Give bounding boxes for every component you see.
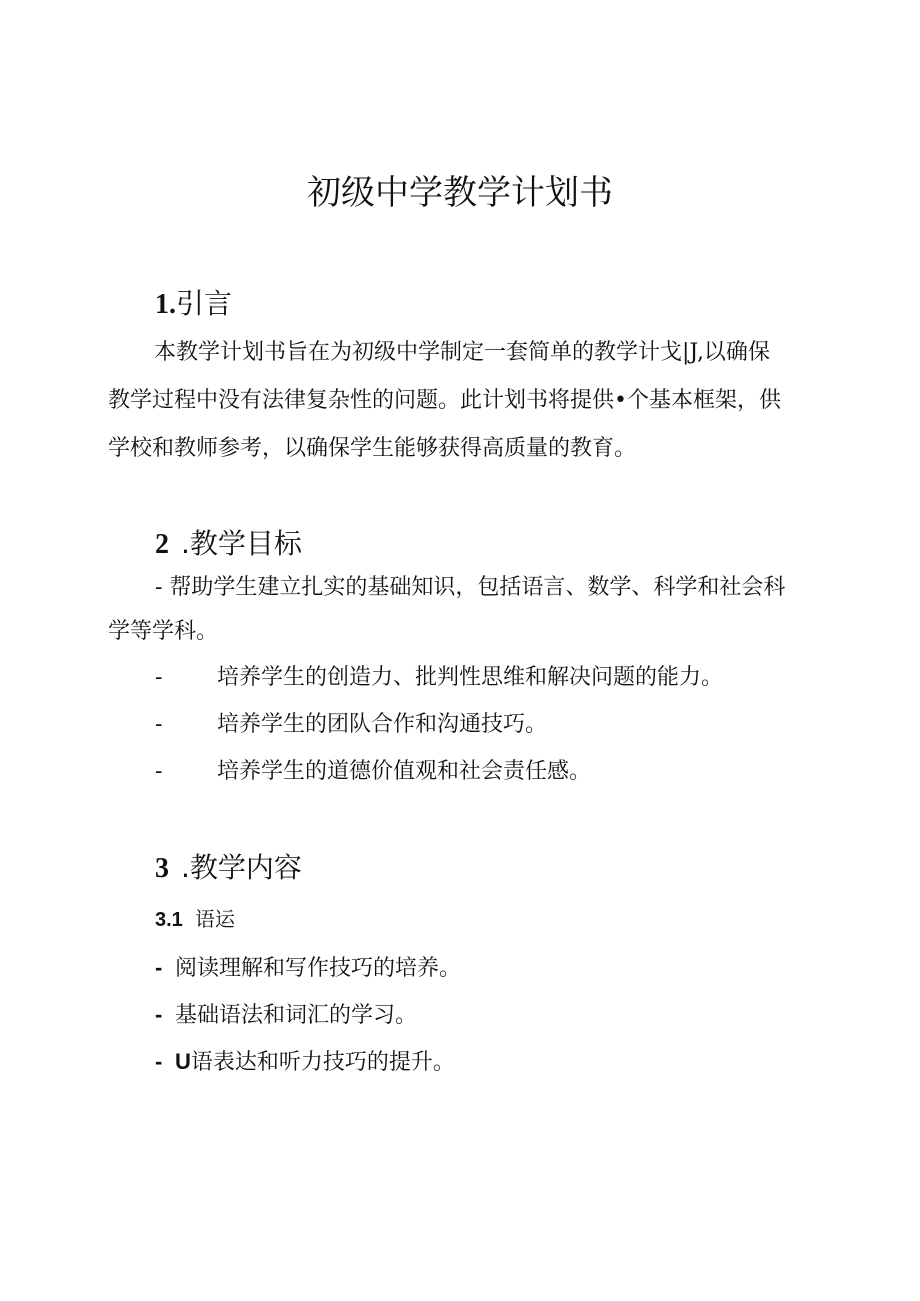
- section-1-title: 引言: [176, 287, 233, 320]
- section-2-title: .教学目标: [181, 527, 302, 560]
- section-2-item-1-line-2: 学等学科。: [108, 619, 219, 644]
- list-item-prefix: U: [175, 1049, 191, 1074]
- list-dash: -: [155, 1049, 163, 1074]
- list-item: [155, 754, 591, 790]
- list-item-text: 基础语法和词汇的学习。: [175, 1003, 418, 1028]
- list-dash: -: [155, 665, 163, 690]
- list-item: [155, 660, 723, 696]
- document-title: 初级中学教学计划书: [307, 173, 613, 213]
- list-dash: -: [155, 712, 163, 737]
- list-dash: -: [155, 955, 163, 980]
- section-2-item-1-line-1: - 帮助学生建立扎实的基础知识，包括语言、数学、科学和社会科: [155, 575, 786, 600]
- list-item-text: 培养学生的道德价值观和社会责任感。: [217, 759, 592, 784]
- section-2-heading: [155, 524, 302, 565]
- section-1-para-line-1: 本教学计划书旨在为初级中学制定一套简单的教学计戈|J,以确保: [154, 340, 770, 365]
- section-1-para-line-3: 学校和教师参考，以确保学生能够获得高质量的教育。: [108, 436, 637, 461]
- list-item-text: 语表达和听力技巧的提升。: [190, 1050, 455, 1075]
- subsection-number: 3.1: [155, 909, 183, 931]
- list-item-text: 培养学生的团队合作和沟通技巧。: [217, 712, 548, 737]
- list-item-text: 培养学生的创造力、批判性思维和解决问题的能力。: [217, 665, 724, 690]
- section-3-number: 3: [155, 853, 169, 884]
- section-1-para-line-2: 教学过程中没有法律复杂性的问题。此计划书将提供•个基本框架，供: [108, 388, 781, 413]
- subsection-title: 语运: [195, 907, 235, 931]
- list-item-text: 阅读理解和写作技巧的培养。: [175, 956, 462, 981]
- subsection-3-1-heading: [155, 902, 235, 937]
- list-item: [155, 707, 547, 743]
- list-dash: -: [155, 759, 163, 784]
- list-item: [155, 1044, 455, 1081]
- section-3-heading: [155, 848, 302, 889]
- list-item: [155, 997, 417, 1034]
- section-2-number: 2: [155, 529, 169, 560]
- list-item: [155, 950, 461, 987]
- section-1-heading: [155, 284, 232, 325]
- section-1-number: 1.: [155, 289, 176, 320]
- list-dash: -: [155, 1002, 163, 1027]
- section-3-title: .教学内容: [181, 851, 302, 884]
